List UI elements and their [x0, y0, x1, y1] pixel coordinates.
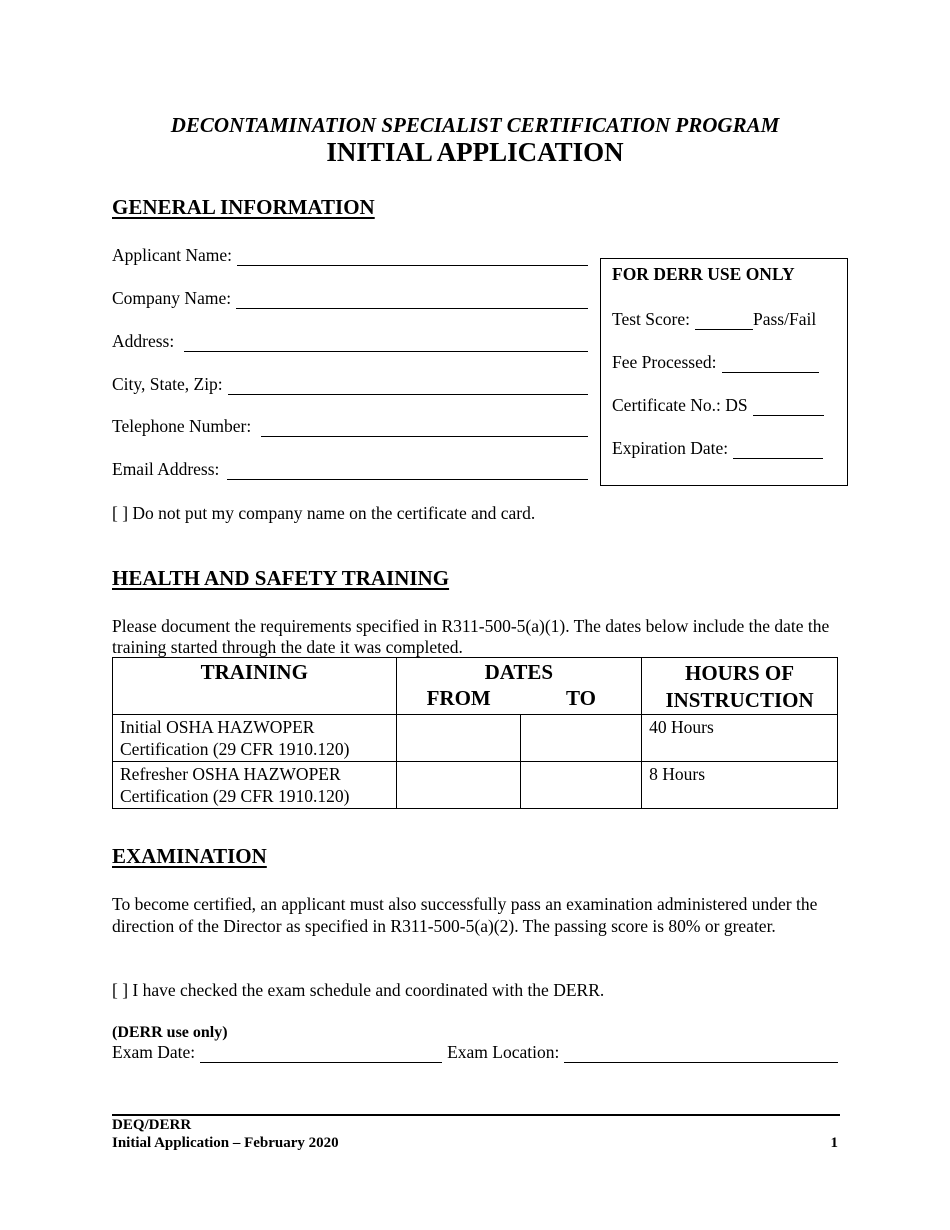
table-row	[113, 715, 838, 762]
applicant-name-line[interactable]	[237, 250, 588, 266]
company-name-checkbox[interactable]: [ ] Do not put my company name on the certificate and card.	[112, 503, 536, 523]
from-date-cell[interactable]	[396, 762, 521, 809]
exam-date-line[interactable]	[200, 1047, 442, 1063]
test-score-line[interactable]	[695, 314, 753, 330]
page-number: 1	[830, 1135, 838, 1151]
city-state-zip-label: City, State, Zip:	[112, 374, 223, 394]
hours-header-line1: HOURS OF	[685, 661, 795, 685]
hours-column-header	[642, 658, 838, 715]
fee-processed-field[interactable]	[612, 352, 819, 373]
test-score-field[interactable]	[612, 309, 816, 330]
page-title: INITIAL APPLICATION	[326, 137, 624, 167]
examination-intro: To become certified, an applicant must also successfully pass an examination administered under the direction of the Director as specified in R311-500-5(a)(2). The passing score is 80% or greater.	[112, 894, 818, 936]
general-information-heading: GENERAL INFORMATION	[112, 195, 375, 219]
footer-divider	[112, 1114, 840, 1116]
training-cell	[113, 762, 397, 809]
table-row	[113, 762, 838, 809]
to-date-cell[interactable]	[521, 762, 642, 809]
training-table	[112, 657, 838, 809]
training-cell	[113, 715, 397, 762]
company-name-label: Company Name:	[112, 288, 232, 308]
training-name-line2: Certification (29 CFR 1910.120)	[120, 786, 350, 806]
telephone-line[interactable]	[261, 421, 588, 437]
from-date-cell[interactable]	[396, 715, 521, 762]
examination-heading: EXAMINATION	[112, 844, 267, 868]
exam-location-label: Exam Location:	[447, 1042, 560, 1062]
applicant-name-label: Applicant Name:	[112, 245, 233, 265]
dates-column-header: DATES	[396, 658, 642, 687]
telephone-label: Telephone Number:	[112, 416, 252, 436]
training-name-line1: Refresher OSHA HAZWOPER	[120, 764, 341, 784]
company-name-line[interactable]	[236, 293, 588, 309]
city-state-zip-line[interactable]	[228, 379, 588, 395]
derr-box-heading: FOR DERR USE ONLY	[612, 264, 795, 284]
expiration-date-field[interactable]	[612, 438, 823, 459]
exam-schedule-checkbox[interactable]: [ ] I have checked the exam schedule and coordinated with the DERR.	[112, 980, 605, 1000]
derr-use-only-box	[600, 258, 848, 486]
city-state-zip-field[interactable]	[112, 374, 588, 395]
footer-document: Initial Application – February 2020	[112, 1135, 339, 1151]
email-line[interactable]	[227, 464, 588, 480]
email-label: Email Address:	[112, 459, 220, 479]
email-field[interactable]	[112, 459, 588, 480]
training-column-header: TRAINING	[113, 658, 397, 715]
hours-header-line2: INSTRUCTION	[665, 688, 814, 712]
training-name-line1: Initial OSHA HAZWOPER	[120, 717, 315, 737]
certificate-no-label: Certificate No.: DS	[612, 395, 748, 415]
footer-org: DEQ/DERR	[112, 1117, 192, 1133]
exam-date-label: Exam Date:	[112, 1042, 196, 1062]
telephone-field[interactable]	[112, 416, 588, 437]
company-name-field[interactable]	[112, 288, 588, 309]
exam-location-line[interactable]	[564, 1047, 838, 1063]
hours-cell	[642, 762, 838, 809]
test-score-label: Test Score:	[612, 309, 690, 329]
to-date-cell[interactable]	[521, 715, 642, 762]
to-column-header: TO	[521, 686, 642, 714]
training-intro: Please document the requirements specified in R311-500-5(a)(1). The dates below include the date the training started through the date it was completed.	[112, 616, 830, 657]
certificate-no-field[interactable]	[612, 395, 824, 416]
exam-date-location-row	[112, 1042, 838, 1063]
training-heading: HEALTH AND SAFETY TRAINING	[112, 566, 450, 590]
address-label: Address:	[112, 331, 175, 351]
hours-cell	[642, 715, 838, 762]
expiration-date-label: Expiration Date:	[612, 438, 729, 458]
certificate-no-line[interactable]	[753, 400, 824, 416]
program-title: DECONTAMINATION SPECIALIST CERTIFICATION PROGRAM	[170, 113, 780, 137]
training-name-line2: Certification (29 CFR 1910.120)	[120, 739, 350, 759]
address-line[interactable]	[184, 336, 588, 352]
hours-value: 8 Hours	[649, 764, 706, 784]
derr-use-only-label: (DERR use only)	[112, 1024, 228, 1041]
hours-value: 40 Hours	[649, 717, 714, 737]
from-column-header: FROM	[396, 686, 521, 714]
fee-processed-label: Fee Processed:	[612, 352, 717, 372]
expiration-date-line[interactable]	[733, 443, 823, 459]
address-field[interactable]	[112, 331, 588, 352]
pass-fail-label: Pass/Fail	[753, 309, 817, 329]
applicant-name-field[interactable]	[112, 245, 588, 266]
fee-processed-line[interactable]	[722, 357, 819, 373]
